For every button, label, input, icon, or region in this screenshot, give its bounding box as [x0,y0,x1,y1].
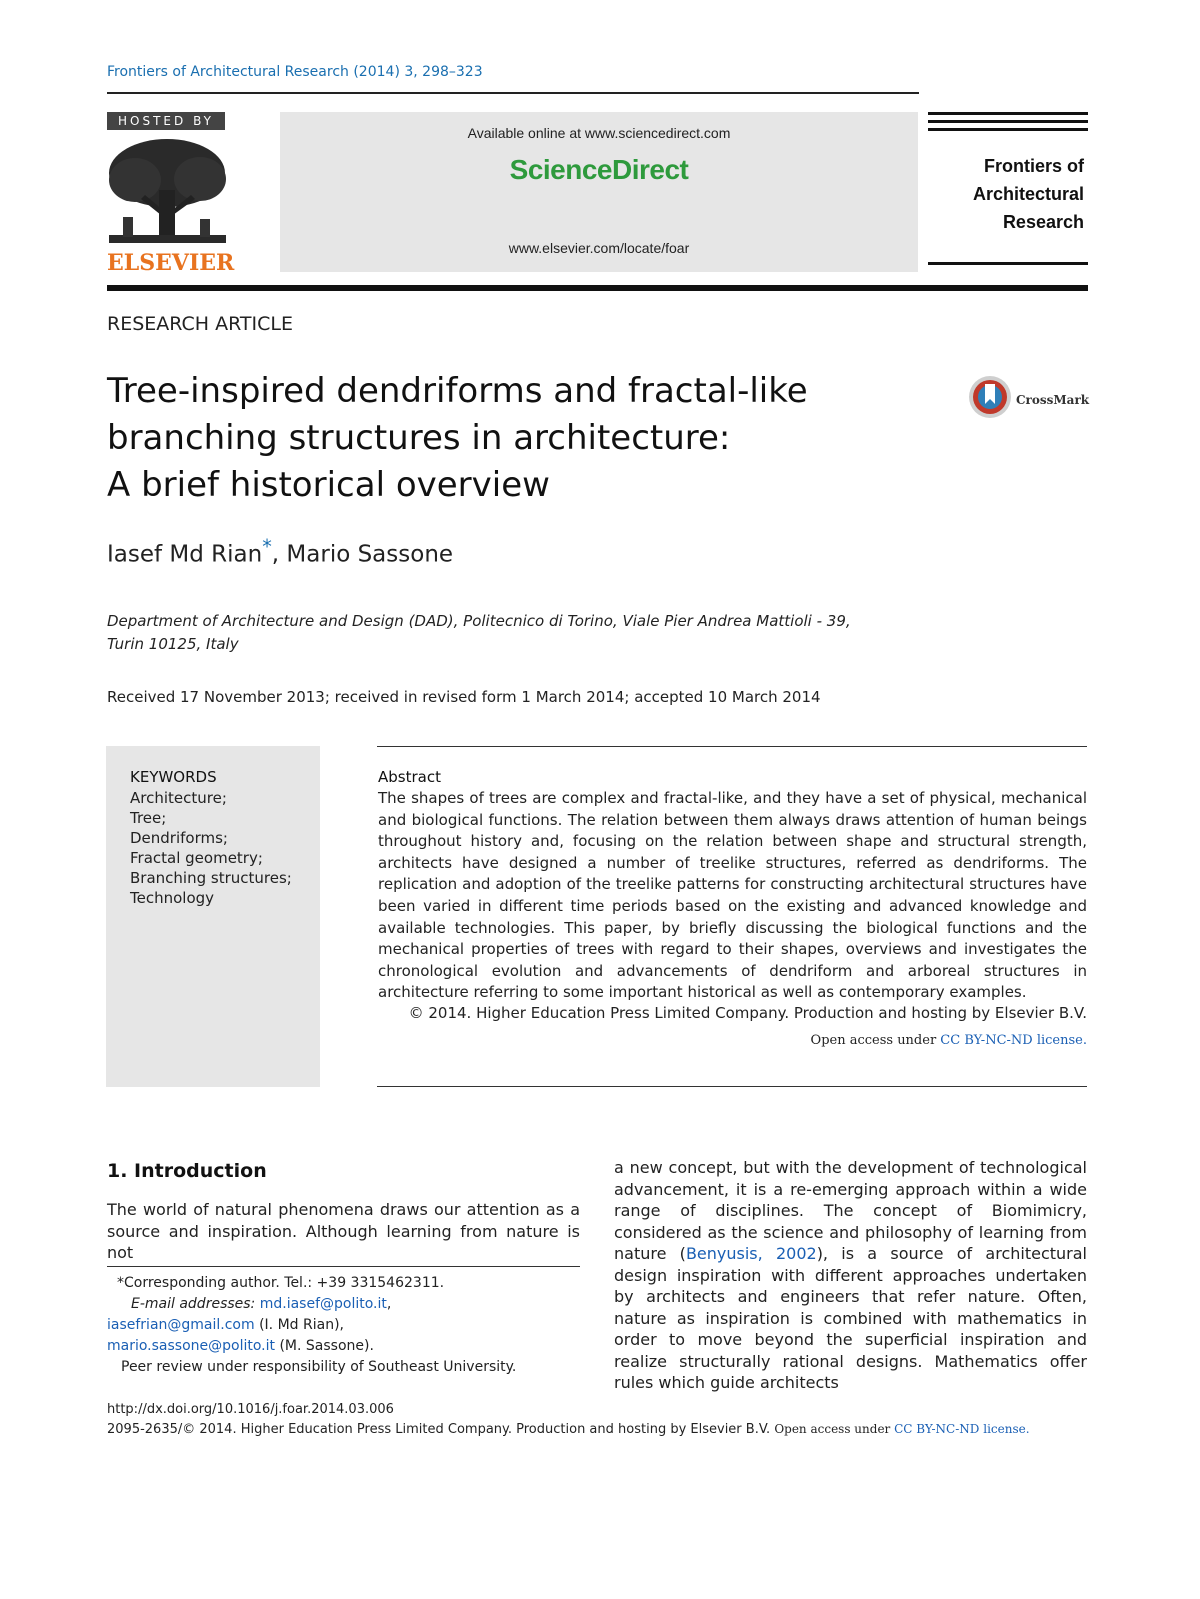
email-separator: , [386,1296,392,1312]
crossmark-label: CrossMark [1016,393,1090,407]
keyword-item: Technology [130,889,215,907]
keyword-item: Architecture; [130,789,227,807]
affiliation-line: Department of Architecture and Design (DAD), Politecnico di Torino, Viale Pier Andrea Mattioli - 39, [107,612,851,630]
abstract-heading: Abstract [378,768,441,786]
keyword-item: Dendriforms; [130,829,228,847]
abstract-copyright: © 2014. Higher Education Press Limited Company. Production and hosting by Elsevier B.V. [408,1004,1087,1022]
corresponding-star[interactable]: * [262,535,272,558]
keyword-item: Branching structures; [130,869,292,887]
journal-title-bottom-rule [928,262,1088,265]
open-access-prefix: Open access under [810,1033,941,1048]
title-line: Tree-inspired dendriforms and fractal-like [107,371,808,411]
affiliation-line: Turin 10125, Italy [107,635,239,653]
email-link[interactable]: md.iasef@polito.it [259,1296,387,1312]
intro-column-left: The world of natural phenomena draws our attention as a source and inspiration. Although learning from nature is not [107,1200,580,1262]
peer-review-note: Peer review under responsibility of Southeast University. [121,1359,517,1375]
header-rule [107,92,919,94]
footnotes [107,1273,580,1378]
keyword-item: Fractal geometry; [130,849,263,867]
abstract-bottom-rule [377,1086,1087,1087]
article-title [107,368,937,509]
open-access-prefix: Open access under [774,1422,895,1436]
journal-reference: Frontiers of Architectural Research (2014) 3, 298–323 [107,64,483,80]
email-line [107,1315,580,1336]
title-line: A brief historical overview [107,465,550,505]
email-line [107,1336,580,1357]
abstract-text: The shapes of trees are complex and fractal-like, and they have a set of physical, mechanical and biological functions. The relation between them always draws attention of human beings throughout history and, focusing on the relation between shape and structural strength, architects have designed a number of treelike structures, referred as dendriforms. The replication and adoption of the treelike patterns for constructing architectural structures have been varied in different time periods based on the existing and advanced knowledge and available technologies. This paper, by briefly discussing the biological functions and the mechanical properties of trees with regard to their shapes, overviews and investigates the chronological evolution and advancements of dendriform and arboreal structures in architecture referring to some important historical as well as contemporary examples. [378,789,1087,1002]
journal-title [928,152,1084,236]
sciencedirect-logo[interactable]: ScienceDirect [509,154,689,185]
title-line: branching structures in architecture: [107,418,731,458]
hosted-by-label: HOSTED BY [107,112,225,130]
author-primary: Iasef Md Rian [107,541,263,568]
email-note: (I. Md Rian), [254,1317,344,1333]
email-label: E-mail addresses: [131,1296,260,1312]
citation-link[interactable]: Benyusis, 2002 [685,1244,817,1263]
header-thick-rule [107,285,1088,291]
author-secondary: , Mario Sassone [271,541,454,568]
intro-text: a new concept, but with the development of technological advancement, it is a re-emerging approach within a wide range of disciplines. The concept of Biomimicry, considered as the science and philosophy of learning from nature ( [614,1158,1087,1263]
corresponding-author: *Corresponding author. Tel.: +39 3315462311. [117,1275,445,1291]
journal-url[interactable]: www.elsevier.com/locate/foar [508,240,690,256]
open-access-notice [378,1033,1087,1048]
article-type: RESEARCH ARTICLE [107,313,294,335]
authors [107,535,453,568]
intro-text: ), is a source of architectural design inspiration with different approaches undertaken by architects and engineers that refer nature. Often, nature as inspiration is combined with mathematics in order to move beyond the superficial inspiration and realize structurally rational designs. Mathematics offer rules which guide architects [614,1244,1088,1392]
email-note: (M. Sassone). [275,1338,374,1354]
elsevier-wordmark: ELSEVIER [107,250,235,276]
section-heading: 1. Introduction [107,1160,267,1182]
license-link[interactable]: CC BY-NC-ND license. [940,1033,1087,1048]
license-link[interactable]: CC BY-NC-ND license. [894,1422,1030,1436]
abstract-top-rule [377,746,1087,747]
intro-column-right [614,1157,1087,1394]
doi-link[interactable]: http://dx.doi.org/10.1016/j.foar.2014.03.006 [107,1402,394,1417]
affiliation [107,610,1007,656]
issn-line [107,1422,1030,1437]
available-online-text: Available online at www.sciencedirect.com [467,125,731,141]
sciencedirect-banner [280,112,918,272]
elsevier-tree-logo-icon [105,135,230,250]
issn-text: 2095-2635/© 2014. Higher Education Press Limited Company. Production and hosting by Elsevier B.V. [107,1422,775,1437]
journal-title-line: Research [1002,212,1084,232]
footnote-rule [107,1266,580,1267]
email-link[interactable]: iasefrian@gmail.com [107,1317,255,1333]
journal-title-line: Frontiers of [983,156,1084,176]
journal-title-line: Architectural [972,184,1084,204]
keywords-heading: KEYWORDS [130,768,217,786]
email-link[interactable]: mario.sassone@polito.it [107,1338,276,1354]
email-line [107,1294,580,1315]
keywords-box [106,746,320,1087]
keyword-item: Tree; [130,809,167,827]
received-dates: Received 17 November 2013; received in revised form 1 March 2014; accepted 10 March 2014 [107,688,821,706]
keywords-list [130,788,292,908]
